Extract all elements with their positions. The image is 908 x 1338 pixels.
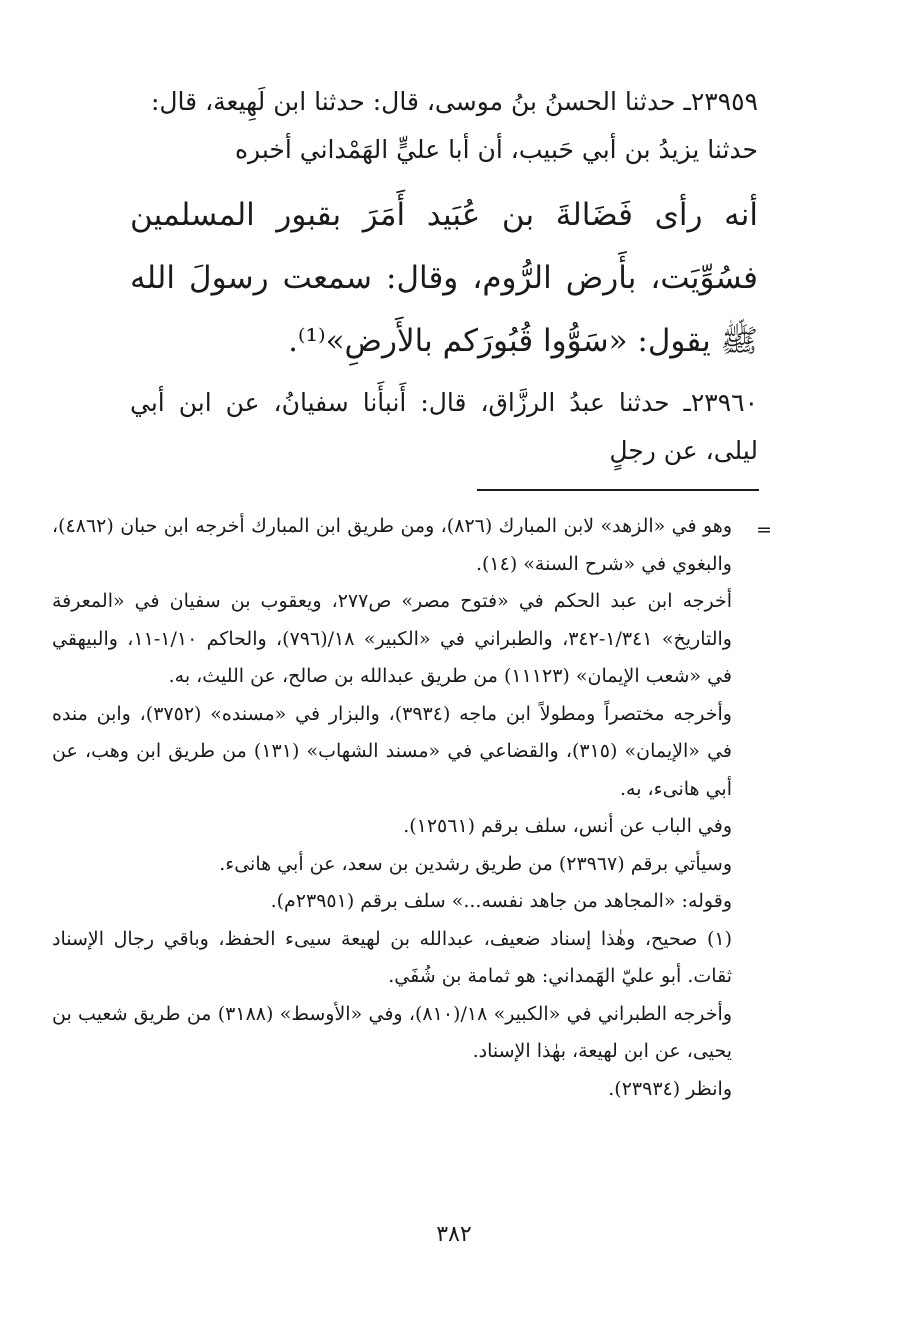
page-number: ٣٨٢ bbox=[436, 1222, 472, 1247]
footnote-paragraph: أخرجه ابن عبد الحكم في «فتوح مصر» ص٢٧٧، ويعقوب بن سفيان في «المعرفة والتاريخ» ١/٣٤١-٣٤٢، والطبراني في «الكبير» ١٨/(٧٩٦)، والحاكم ١/١٠-١١، والبيهقي في «شعب الإيمان» (١١١٢٣) من طريق عبدالله بن صالح، عن الليث، به. bbox=[52, 590, 733, 687]
footnote-paragraph: وفي الباب عن أنس، سلف برقم (١٢٥٦١). bbox=[403, 815, 732, 837]
footnote-1: (١) صحيح، وهٰذا إسناد ضعيف، عبدالله بن لهيعة سيىء الحفظ، وباقي رجال الإسناد ثقات. أبو عليّ الهَمداني: هو ثمامة بن شُفَي. bbox=[52, 927, 732, 987]
footnote-paragraph: وأخرجه الطبراني في «الكبير» ١٨/(٨١٠)، وفي «الأوسط» (٣١٨٨) من طريق شعيب بن يحيى، عن ابن لهيعة، بهٰذا الإسناد. bbox=[52, 1002, 732, 1062]
footnote-separator bbox=[477, 489, 759, 491]
footnote-paragraph: وهو في «الزهد» لابن المبارك (٨٢٦)، ومن طريق ابن المبارك أخرجه ابن حبان (٤٨٦٢)، والبغوي في «شرح السنة» (١٤). bbox=[52, 515, 732, 575]
main-text bbox=[130, 78, 758, 485]
hadith-23960-head: ٢٣٩٦٠ـ حدثنا عبدُ الرزَّاق، قال: أَنبأَنا سفيانُ، عن ابن أبي ليلى، عن رجلٍ bbox=[130, 388, 758, 465]
hadith-23959-body: أنه رأى فَضَالةَ بن عُبَيد أَمَرَ بقبور المسلمين فسُوِّيَت، بأَرض الرُّوم، وقال: سمعت رسولَ الله ﷺ يقول: «سَوُّوا قُبُورَكم بالأَرضِ»⁽¹⁾. bbox=[130, 197, 758, 359]
footnote-paragraph: وقوله: «المجاهد من جاهد نفسه...» سلف برقم (٢٣٩٥١م). bbox=[270, 890, 732, 912]
footnote-paragraph: وأخرجه مختصراً ومطولاً ابن ماجه (٣٩٣٤)، والبزار في «مسنده» (٣٧٥٢)، وابن منده في «الإيمان» (٣١٥)، والقضاعي في «مسند الشهاب» (١٣١) من طريق ابن وهب، عن أبي هانىء، به. bbox=[52, 702, 732, 800]
footnote-paragraph: وانظر (٢٣٩٣٤). bbox=[608, 1077, 732, 1100]
hadith-23959-head-line2: حدثنا يزيدُ بن أبي حَبيب، أن أبا عليٍّ الهَمْداني أخبره bbox=[234, 135, 758, 164]
footnote-continuation-marker: = bbox=[756, 519, 772, 541]
footnote-paragraph: وسيأتي برقم (٢٣٩٦٧) من طريق رشدين بن سعد، عن أبي هانىء. bbox=[219, 852, 732, 875]
hadith-23959-head-line1: ٢٣٩٥٩ـ حدثنا الحسنُ بنُ موسى، قال: حدثنا ابن لَهِيعة، قال: bbox=[150, 87, 758, 116]
footnotes bbox=[52, 508, 758, 1108]
